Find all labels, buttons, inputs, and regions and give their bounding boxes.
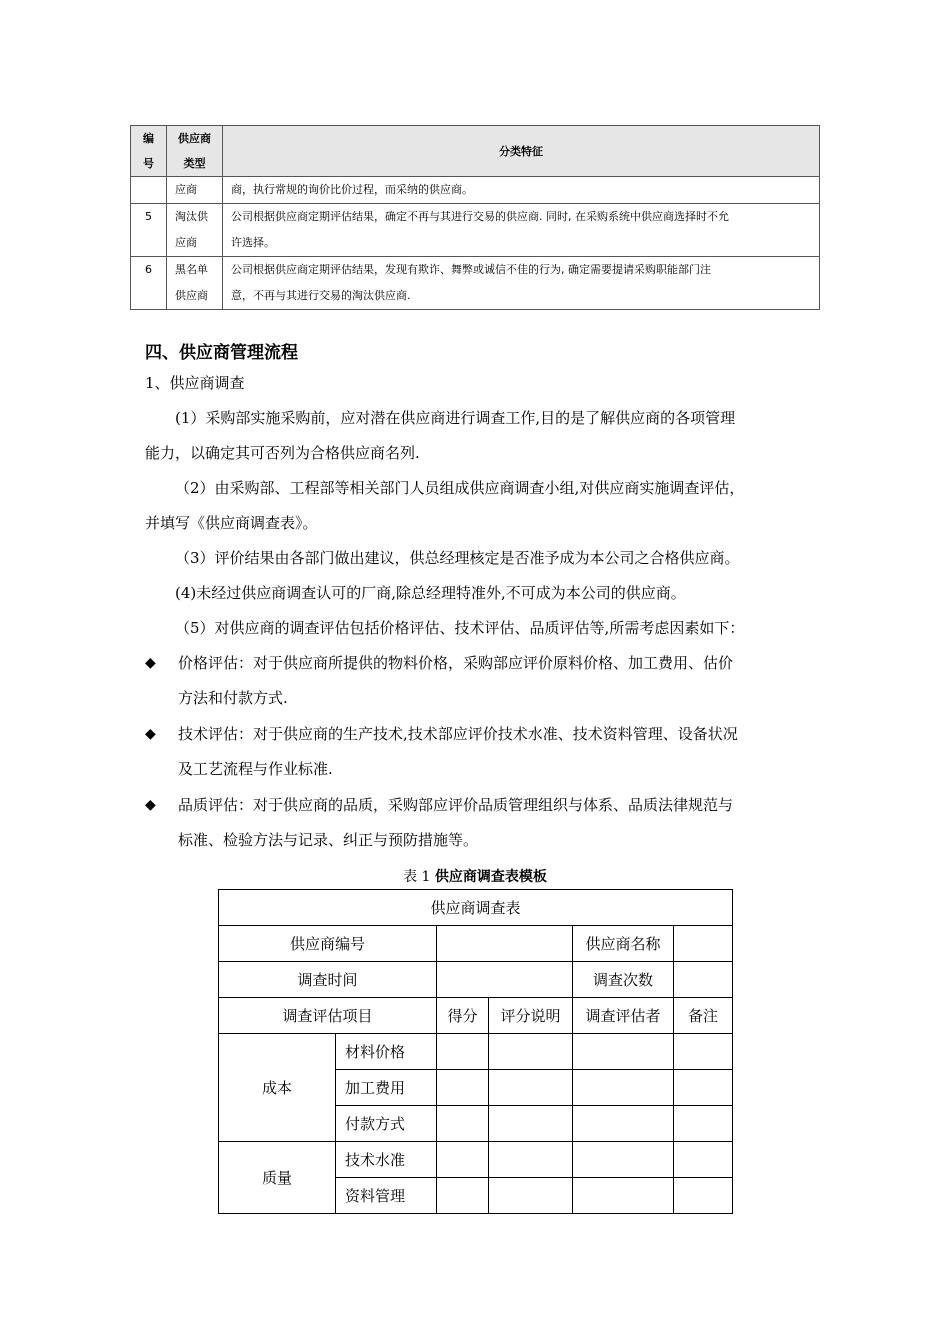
table-row (131, 204, 820, 257)
row-type-line: 应商 (175, 236, 197, 249)
row-type-line: 应商 (175, 183, 197, 196)
header-no (131, 126, 167, 177)
item-label: 材料价格 (336, 1034, 437, 1070)
row-type-line: 黑名单 (175, 263, 208, 276)
paragraph-3 (145, 541, 815, 576)
paragraph-line: （3）评价结果由各部门做出建议，供总经理核定是否准予成为本公司之合格供应商。 (175, 549, 740, 567)
col-item: 调查评估项目 (219, 998, 437, 1034)
paragraph-1 (145, 401, 815, 471)
remarks-cell[interactable] (674, 1178, 733, 1214)
bullet-line: 标准、检验方法与记录、纠正与预防措施等。 (178, 831, 479, 849)
bullet-quality (145, 788, 815, 858)
remarks-cell[interactable] (674, 1034, 733, 1070)
col-score: 得分 (437, 998, 489, 1034)
table-caption (0, 866, 950, 888)
caption-prefix: 表 1 (403, 869, 431, 885)
row-features (223, 177, 820, 204)
explanation-cell[interactable] (489, 1178, 573, 1214)
header-no-line: 编 (143, 132, 154, 145)
survey-time-value[interactable] (437, 962, 573, 998)
paragraph-line: (4)未经过供应商调查认可的厂商,除总经理特准外,不可成为本公司的供应商。 (175, 584, 686, 602)
diamond-bullet-icon: ◆ (145, 726, 156, 742)
supplier-name-label: 供应商名称 (573, 926, 674, 962)
row-type (167, 257, 223, 310)
score-cell[interactable] (437, 1070, 489, 1106)
survey-table-title: 供应商调查表 (219, 890, 733, 926)
col-explanation: 评分说明 (489, 998, 573, 1034)
diamond-bullet-icon: ◆ (145, 797, 156, 813)
header-type (167, 126, 223, 177)
subsection-title: 1、供应商调查 (145, 374, 245, 392)
assessor-cell[interactable] (573, 1142, 674, 1178)
supplier-name-value[interactable] (674, 926, 733, 962)
score-cell[interactable] (437, 1178, 489, 1214)
remarks-cell[interactable] (674, 1070, 733, 1106)
group-cost: 成本 (219, 1034, 336, 1142)
explanation-cell[interactable] (489, 1070, 573, 1106)
assessor-cell[interactable] (573, 1070, 674, 1106)
caption-title: 供应商调查表模板 (434, 869, 547, 885)
row-features-line: 商，执行常规的询价比价过程，而采纳的供应商。 (231, 183, 473, 196)
bullet-line: 方法和付款方式. (178, 689, 288, 707)
diamond-bullet-icon: ◆ (145, 655, 156, 671)
col-remarks: 备注 (674, 998, 733, 1034)
table-header-row (131, 126, 820, 177)
survey-count-label: 调查次数 (573, 962, 674, 998)
item-label: 技术水准 (336, 1142, 437, 1178)
table-row (131, 257, 820, 310)
row-type (167, 204, 223, 257)
remarks-cell[interactable] (674, 1142, 733, 1178)
bullet-price (145, 646, 815, 716)
bullet-line: 价格评估：对于供应商所提供的物料价格，采购部应评价原料价格、加工费用、估价 (178, 654, 734, 672)
remarks-cell[interactable] (674, 1106, 733, 1142)
table-row (131, 177, 820, 204)
header-features: 分类特征 (223, 126, 820, 177)
header-type-line: 供应商 (178, 132, 211, 145)
row-type-line: 供应商 (175, 289, 208, 302)
supplier-classification-table (130, 125, 820, 310)
supplier-no-value[interactable] (437, 926, 573, 962)
supplier-survey-table (218, 889, 733, 1214)
paragraph-line: （2）由采购部、工程部等相关部门人员组成供应商调查小组,对供应商实施调查评估， (175, 479, 745, 497)
item-label: 资料管理 (336, 1178, 437, 1214)
explanation-cell[interactable] (489, 1106, 573, 1142)
paragraph-line: 并填写《供应商调查表》。 (145, 514, 318, 532)
row-no: 6 (131, 257, 167, 310)
supplier-no-label: 供应商编号 (219, 926, 437, 962)
bullet-line: 及工艺流程与作业标准. (178, 760, 333, 778)
assessor-cell[interactable] (573, 1034, 674, 1070)
row-features-line: 意，不再与其进行交易的淘汰供应商. (231, 289, 411, 302)
row-features-line: 许选择。 (231, 236, 275, 249)
paragraph-line: （5）对供应商的调查评估包括价格评估、技术评估、品质评估等,所需考虑因素如下： (175, 619, 745, 637)
section-title: 四、供应商管理流程 (145, 343, 298, 363)
paragraph-5 (145, 611, 815, 646)
bullet-line: 技术评估：对于供应商的生产技术,技术部应评价技术水准、技术资料管理、设备状况 (178, 725, 738, 743)
survey-count-value[interactable] (674, 962, 733, 998)
bullet-line: 品质评估：对于供应商的品质，采购部应评价品质管理组织与体系、品质法律规范与 (178, 796, 734, 814)
col-assessor: 调查评估者 (573, 998, 674, 1034)
explanation-cell[interactable] (489, 1142, 573, 1178)
header-no-line: 号 (143, 157, 154, 170)
row-type (167, 177, 223, 204)
assessor-cell[interactable] (573, 1178, 674, 1214)
item-label: 加工费用 (336, 1070, 437, 1106)
assessor-cell[interactable] (573, 1106, 674, 1142)
row-features-line: 公司根据供应商定期评估结果，发现有欺诈、舞弊或诚信不佳的行为, 确定需要提请采购职能部门注 (231, 263, 711, 276)
bullet-tech (145, 717, 815, 787)
paragraph-4 (145, 576, 815, 611)
paragraph-line: (1）采购部实施采购前，应对潜在供应商进行调查工作,目的是了解供应商的各项管理 (175, 409, 736, 427)
score-cell[interactable] (437, 1034, 489, 1070)
item-label: 付款方式 (336, 1106, 437, 1142)
score-cell[interactable] (437, 1142, 489, 1178)
paragraph-2 (145, 471, 815, 541)
score-cell[interactable] (437, 1106, 489, 1142)
row-type-line: 淘汰供 (175, 210, 208, 223)
row-no: 5 (131, 204, 167, 257)
explanation-cell[interactable] (489, 1034, 573, 1070)
header-type-line: 类型 (183, 157, 206, 170)
paragraph-line: 能力，以确定其可否列为合格供应商名列. (145, 444, 420, 462)
row-features-line: 公司根据供应商定期评估结果，确定不再与其进行交易的供应商. 同时, 在采购系统中供应商选择时不允 (231, 210, 729, 223)
group-quality: 质量 (219, 1142, 336, 1214)
row-no (131, 177, 167, 204)
survey-time-label: 调查时间 (219, 962, 437, 998)
row-features (223, 257, 820, 310)
row-features (223, 204, 820, 257)
